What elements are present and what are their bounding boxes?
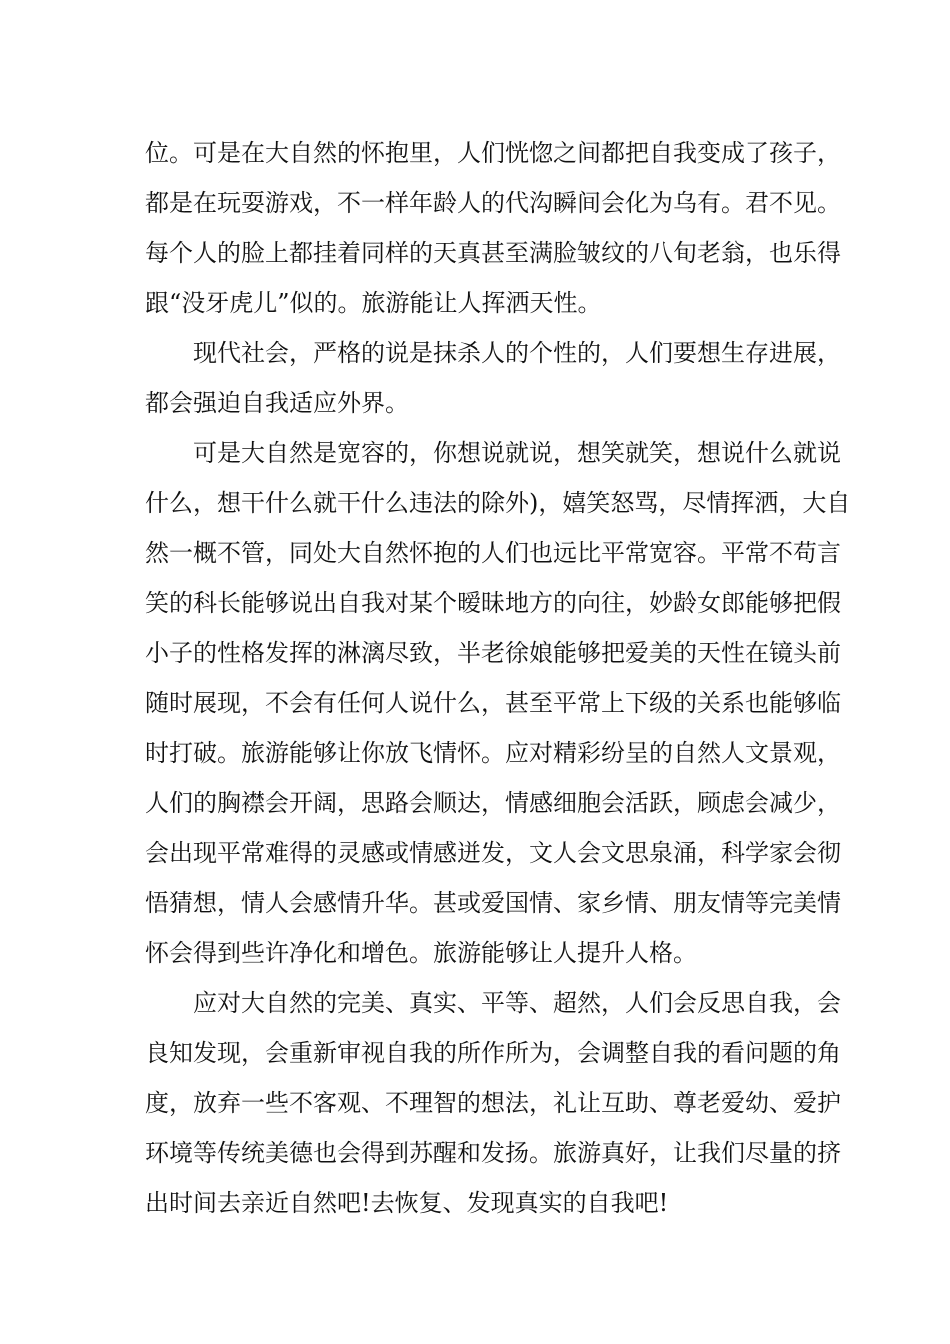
- document-body: [145, 128, 851, 1228]
- text-line: 应对大自然的完美、真实、平等、超然，人们会反思自我，会: [193, 989, 841, 1017]
- text-line: 跟“没牙虎儿”似的。旅游能让人挥洒天性。: [145, 289, 602, 317]
- text-line: 随时展现，不会有任何人说什么，甚至平常上下级的关系也能够临: [145, 689, 841, 717]
- paragraph-1: [145, 128, 841, 328]
- text-line: 悟猜想，情人会感情升华。甚或爱国情、家乡情、朋友情等完美情: [145, 889, 841, 917]
- text-line: 位。可是在大自然的怀抱里，人们恍惚之间都把自我变成了孩子，: [145, 139, 841, 167]
- text-line: 怀会得到些许净化和增色。旅游能够让人提升人格。: [145, 939, 697, 967]
- text-line: 人们的胸襟会开阔，思路会顺达，情感细胞会活跃，顾虑会减少，: [145, 789, 841, 817]
- text-line: 笑的科长能够说出自我对某个暧昧地方的向往，妙龄女郎能够把假: [145, 589, 841, 617]
- text-line: 都是在玩耍游戏，不一样年龄人的代沟瞬间会化为乌有。君不见。: [145, 189, 841, 217]
- text-line: 什么，想干什么就干什么违法的除外)，嬉笑怒骂，尽情挥洒，大自: [145, 489, 851, 517]
- text-line: 都会强迫自我适应外界。: [145, 389, 409, 417]
- text-line: 出时间去亲近自然吧!去恢复、发现真实的自我吧!: [145, 1189, 669, 1217]
- text-line: 良知发现，会重新审视自我的所作所为，会调整自我的看问题的角: [145, 1039, 841, 1067]
- paragraph-2: [145, 328, 841, 428]
- text-line: 每个人的脸上都挂着同样的天真甚至满脸皱纹的八旬老翁，也乐得: [145, 239, 841, 267]
- paragraph-3: [145, 428, 851, 978]
- text-line: 小子的性格发挥的淋漓尽致，半老徐娘能够把爱美的天性在镜头前: [145, 639, 841, 667]
- text-line: 时打破。旅游能够让你放飞情怀。应对精彩纷呈的自然人文景观，: [145, 739, 841, 767]
- text-line: 现代社会，严格的说是抹杀人的个性的，人们要想生存进展，: [193, 339, 841, 367]
- paragraph-4: [145, 978, 841, 1228]
- text-line: 可是大自然是宽容的，你想说就说，想笑就笑，想说什么就说: [193, 439, 841, 467]
- text-line: 然一概不管，同处大自然怀抱的人们也远比平常宽容。平常不苟言: [145, 539, 841, 567]
- text-line: 度，放弃一些不客观、不理智的想法，礼让互助、尊老爱幼、爱护: [145, 1089, 841, 1117]
- text-line: 会出现平常难得的灵感或情感迸发，文人会文思泉涌，科学家会彻: [145, 839, 841, 867]
- text-line: 环境等传统美德也会得到苏醒和发扬。旅游真好，让我们尽量的挤: [145, 1139, 841, 1167]
